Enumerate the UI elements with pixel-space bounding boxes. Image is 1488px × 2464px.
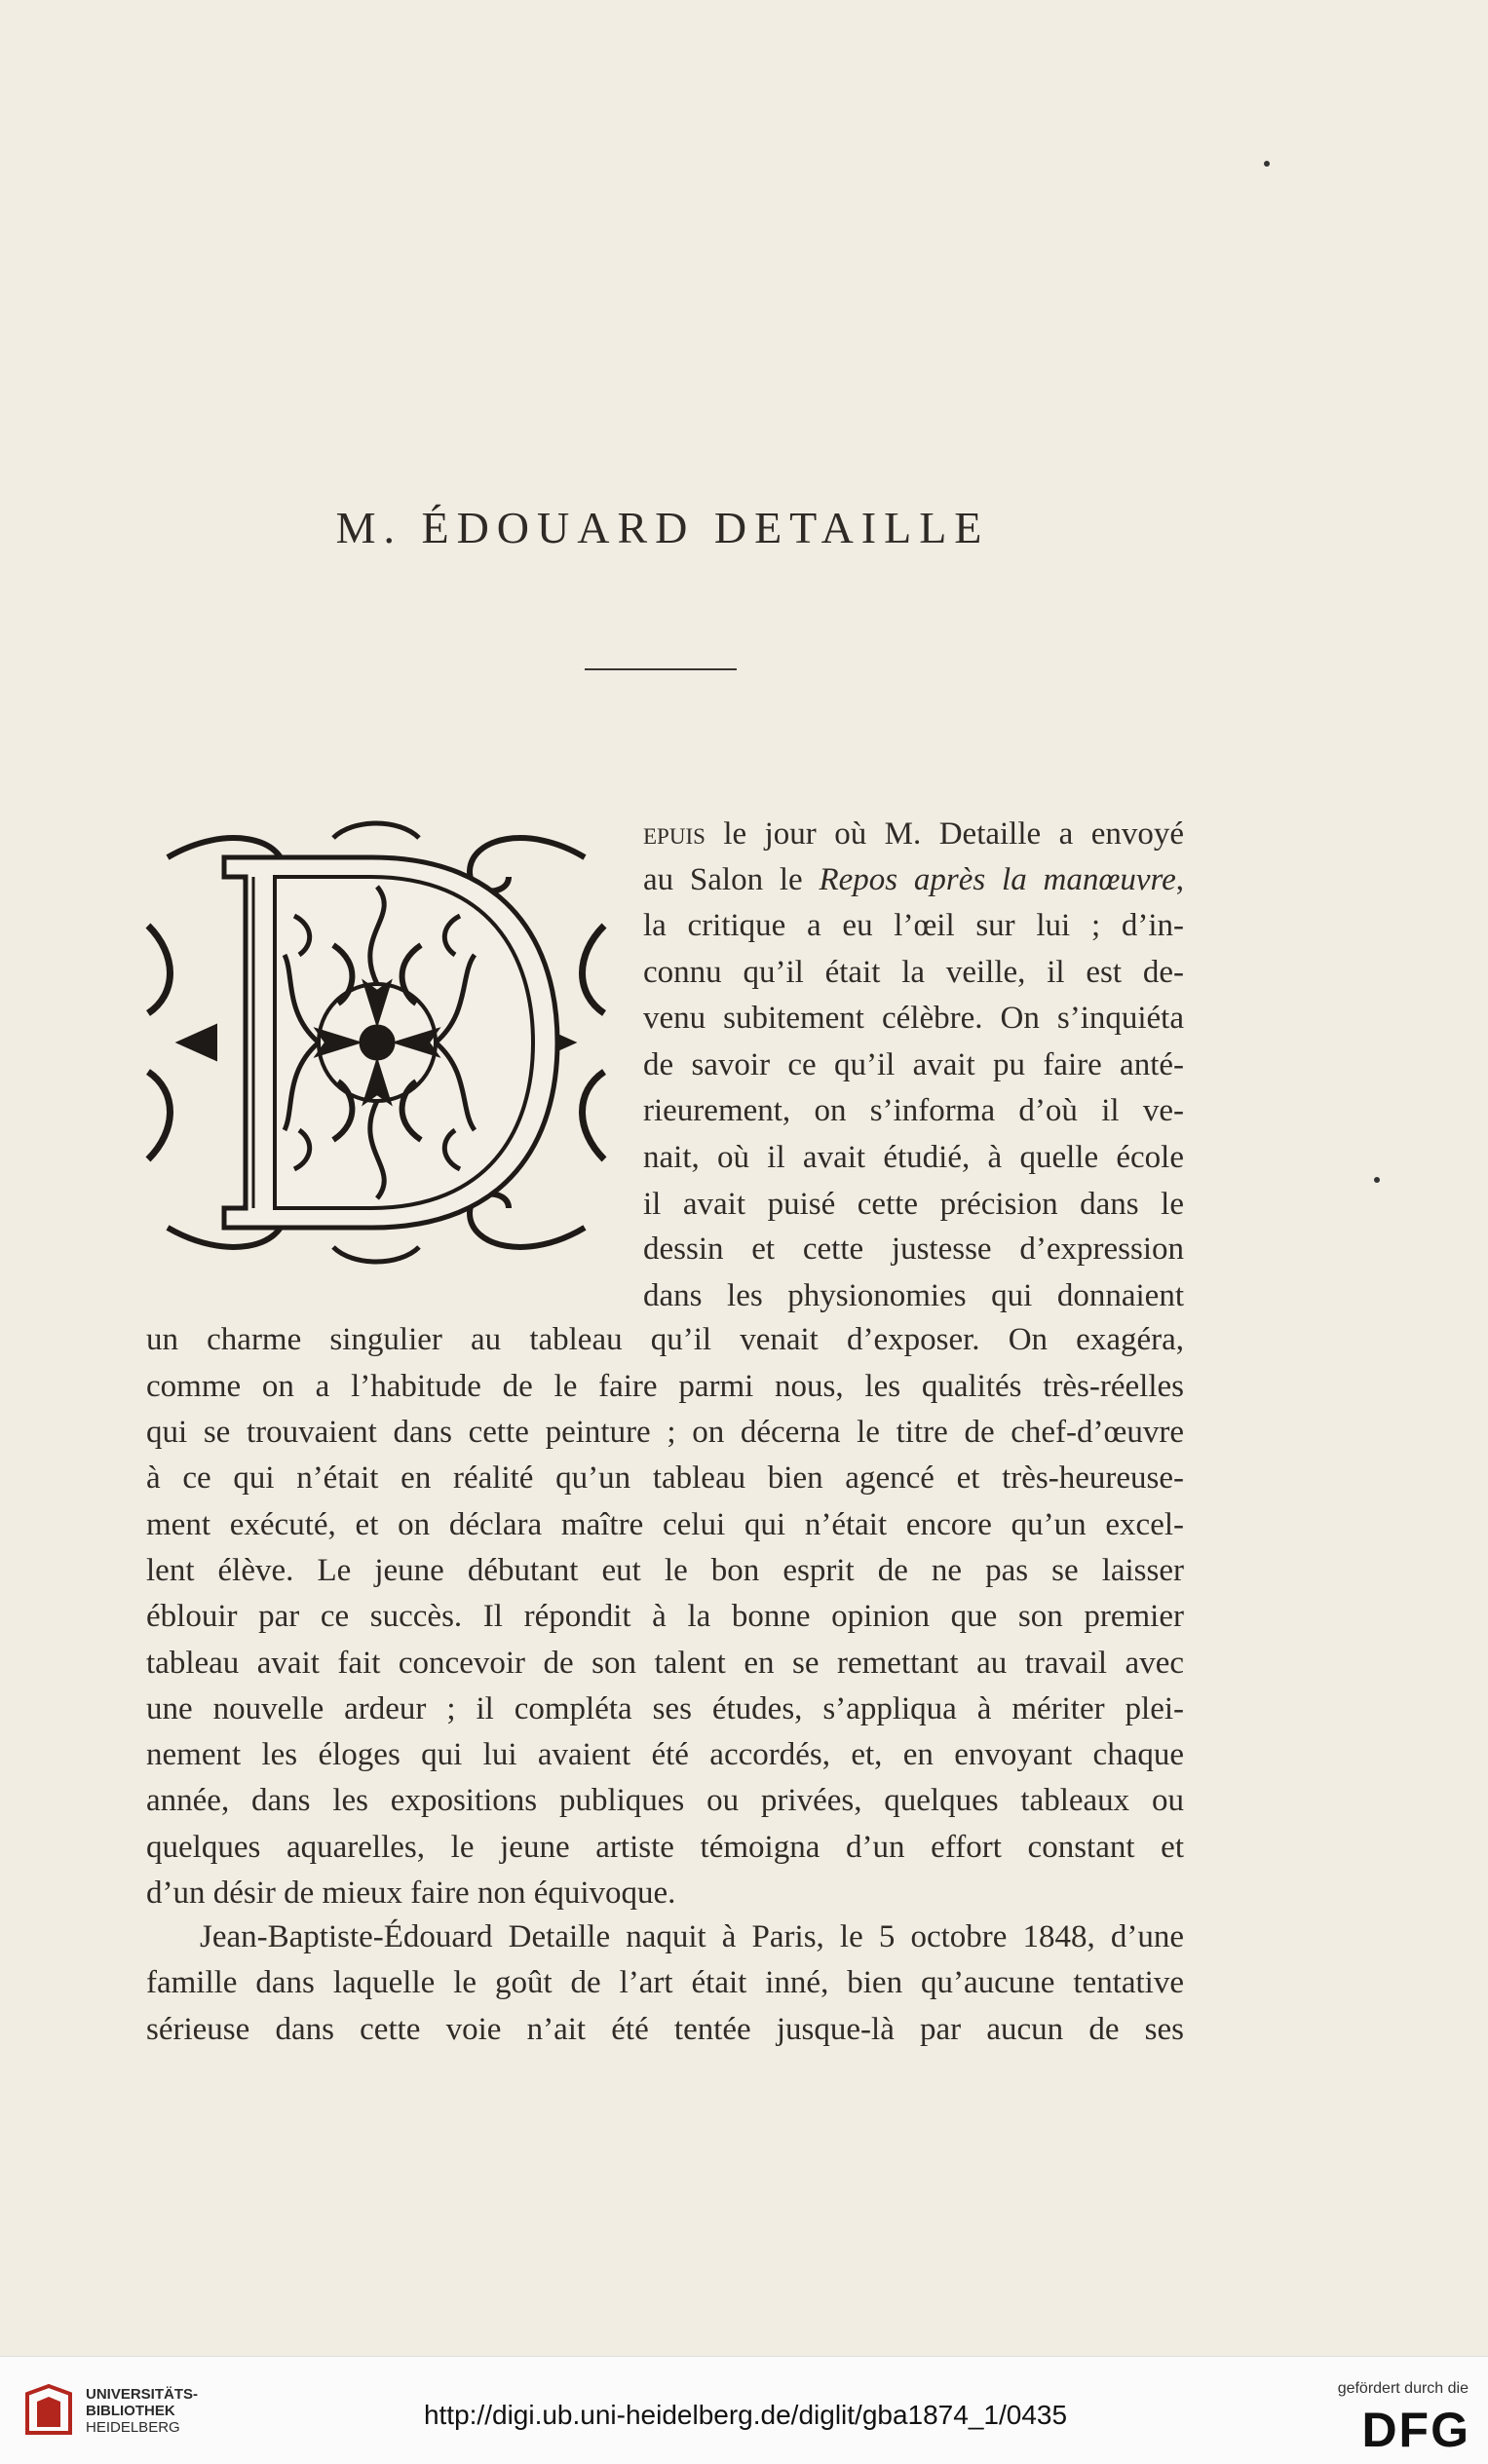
text-span: nement les éloges qui lui avaient été accordés, et, en envoyant chaque bbox=[146, 1737, 1184, 1772]
text-span: connu qu’il était la veille, il est de- bbox=[643, 955, 1184, 990]
text-line bbox=[146, 1646, 1184, 1682]
text-span: qui se trouvaient dans cette peinture ; on décerna le titre de chef-d’œuvre bbox=[146, 1415, 1184, 1450]
text-line bbox=[146, 1876, 1184, 1912]
text-line bbox=[643, 1093, 1184, 1129]
text-span: la critique a eu l’œil sur lui ; d’in- bbox=[643, 908, 1184, 943]
text-line bbox=[643, 908, 1184, 944]
university-library-logo-icon bbox=[21, 2384, 76, 2439]
text-span: rieurement, on s’informa d’où il ve- bbox=[643, 1093, 1184, 1128]
text-line bbox=[643, 862, 1184, 898]
permalink-url[interactable]: http://digi.ub.uni-heidelberg.de/diglit/gba1874_1/0435 bbox=[423, 2400, 1068, 2430]
text-line bbox=[146, 1415, 1184, 1451]
text-span: il avait puisé cette précision dans le bbox=[643, 1187, 1184, 1222]
speck bbox=[1374, 1177, 1380, 1183]
text-span: comme on a l’habitude de le faire parmi nous, les qualités très-réelles bbox=[146, 1369, 1184, 1404]
text-line bbox=[643, 1140, 1184, 1176]
text-line bbox=[643, 816, 1184, 853]
text-span: au Salon le bbox=[643, 862, 820, 897]
text-span: lent élève. Le jeune débutant eut le bon esprit de ne pas se laisser bbox=[146, 1553, 1184, 1588]
sponsor-caption: gefördert durch die bbox=[1337, 2380, 1469, 2397]
text-span: nait, où il avait étudié, à quelle école bbox=[643, 1140, 1184, 1175]
text-span: à ce qui n’était en réalité qu’un tableau bien agencé et très-heureuse- bbox=[146, 1460, 1184, 1496]
page-title: M. ÉDOUARD DETAILLE bbox=[335, 503, 990, 552]
ornamental-drop-cap bbox=[138, 818, 614, 1267]
text-span: un charme singulier au tableau qu’il venait d’exposer. On exagéra, bbox=[146, 1322, 1184, 1357]
text-span: une nouvelle ardeur ; il compléta ses études, s’appliqua à mériter plei- bbox=[146, 1691, 1184, 1726]
text-line bbox=[643, 1232, 1184, 1268]
text-line bbox=[146, 1830, 1184, 1866]
text-line bbox=[643, 1047, 1184, 1083]
text-span: d’un désir de mieux faire non équivoque. bbox=[146, 1876, 676, 1911]
text-span: sérieuse dans cette voie n’ait été tentée jusque-là par aucun de ses bbox=[146, 2012, 1184, 2047]
title-rule bbox=[585, 668, 737, 670]
dfg-logo: DFG bbox=[1361, 2403, 1470, 2457]
text-span: dessin et cette justesse d’expression bbox=[643, 1232, 1184, 1267]
artwork-title: Repos après la manœuvre bbox=[819, 862, 1176, 897]
text-span: année, dans les expositions publiques ou privées, quelques tableaux ou bbox=[146, 1783, 1184, 1818]
footer-bar bbox=[0, 2356, 1488, 2464]
speck bbox=[1264, 161, 1270, 167]
text-line bbox=[146, 1599, 1184, 1635]
text-line bbox=[146, 1783, 1184, 1819]
library-name-line: HEIDELBERG bbox=[86, 2419, 180, 2436]
small-caps-opening: epuis bbox=[643, 816, 706, 852]
text-line bbox=[146, 2012, 1184, 2048]
text-line bbox=[146, 1460, 1184, 1497]
text-span: Jean-Baptiste-Édouard Detaille naquit à Paris, le 5 octobre 1848, d’une bbox=[200, 1919, 1184, 1954]
text-span: dans les physionomies qui donnaient bbox=[643, 1278, 1184, 1313]
text-line bbox=[200, 1919, 1184, 1955]
text-span: famille dans laquelle le goût de l’art était inné, bien qu’aucune tentative bbox=[146, 1965, 1184, 2000]
text-span: éblouir par ce succès. Il répondit à la bonne opinion que son premier bbox=[146, 1599, 1184, 1634]
text-span: le jour où M. Detaille a envoyé bbox=[705, 816, 1184, 852]
text-line bbox=[146, 1553, 1184, 1589]
text-line bbox=[146, 1507, 1184, 1543]
library-name bbox=[86, 2386, 198, 2436]
text-line bbox=[146, 1737, 1184, 1773]
library-name-line: BIBLIOTHEK bbox=[86, 2403, 175, 2419]
library-name-line: UNIVERSITÄTS- bbox=[86, 2386, 199, 2403]
text-span: venu subitement célèbre. On s’inquiéta bbox=[643, 1001, 1184, 1036]
text-line bbox=[146, 1965, 1184, 2001]
text-line bbox=[643, 1187, 1184, 1223]
text-span: tableau avait fait concevoir de son talent en se remettant au travail avec bbox=[146, 1646, 1184, 1681]
text-span: de savoir ce qu’il avait pu faire anté- bbox=[643, 1047, 1184, 1082]
text-span: ment exécuté, et on déclara maître celui qui n’était encore qu’un excel- bbox=[146, 1507, 1184, 1542]
text-line bbox=[146, 1691, 1184, 1727]
text-line bbox=[146, 1369, 1184, 1405]
text-span: quelques aquarelles, le jeune artiste témoigna d’un effort constant et bbox=[146, 1830, 1184, 1865]
text-line bbox=[643, 1001, 1184, 1037]
text-line bbox=[146, 1322, 1184, 1358]
text-line bbox=[643, 955, 1184, 991]
text-span: , bbox=[1175, 862, 1184, 897]
text-line bbox=[643, 1278, 1184, 1314]
